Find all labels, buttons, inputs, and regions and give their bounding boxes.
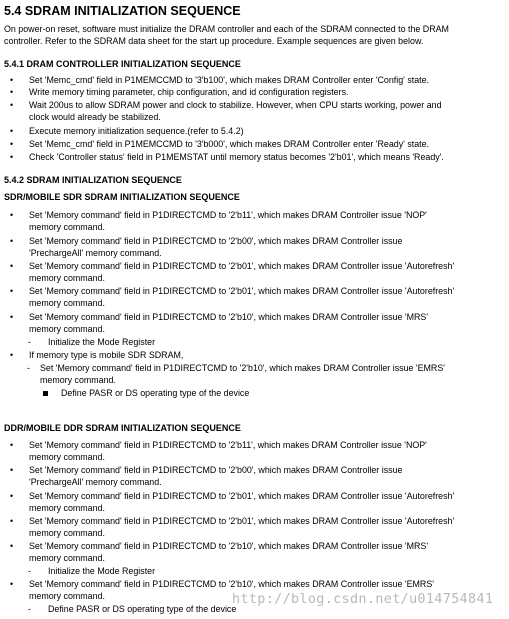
bullet-text-cont: memory command. [29, 452, 105, 462]
bullet-text: Set 'Memory command' field in P1DIRECTCMD to '2'b01', which makes DRAM Controller issue 'Autorefresh' [29, 516, 455, 526]
bullet-text-cont: clock would already be stabilized. [29, 112, 161, 122]
bullet-text: Set 'Memory command' field in P1DIRECTCMD to '2'b10', which makes DRAM Controller issue 'EMRS' [29, 579, 434, 589]
bullet-text-cont: memory command. [29, 273, 105, 283]
bullet-text-cont: memory command. [29, 591, 105, 601]
bullet-text: Set 'Memc_cmd' field in P1MEMCCMD to '3'b000', which makes DRAM Controller enter 'Ready' state. [29, 139, 430, 149]
sub-item-text: Set 'Memory command' field in P1DIRECTCMD to '2'b10', which makes DRAM Controller issue 'EMRS' [40, 363, 445, 373]
bullet-icon: • [10, 579, 14, 589]
bullet-text: Set 'Memory command' field in P1DIRECTCMD to '2'b01', which makes DRAM Controller issue 'Autorefresh' [29, 261, 455, 271]
bullet-icon: • [10, 312, 14, 322]
bullet-icon: • [10, 126, 14, 136]
ddr-heading: DDR/MOBILE DDR SDRAM INITIALIZATION SEQUENCE [4, 423, 241, 433]
bullet-icon: • [10, 286, 14, 296]
bullet-icon: • [10, 465, 14, 475]
bullet-text: Write memory timing parameter, chip configuration, and id configuration registers. [29, 87, 349, 97]
dash-icon: - [27, 363, 30, 373]
bullet-text: If memory type is mobile SDR SDRAM, [29, 350, 184, 360]
square-bullet-icon [43, 391, 48, 396]
bullet-text-cont: memory command. [29, 222, 105, 232]
sub-item-text: Initialize the Mode Register [48, 566, 156, 576]
sdr-heading: SDR/MOBILE SDR SDRAM INITIALIZATION SEQUENCE [4, 192, 240, 202]
dash-icon: - [28, 566, 31, 576]
bullet-icon: • [10, 261, 14, 271]
bullet-text: Set 'Memory command' field in P1DIRECTCMD to '2'b01', which makes DRAM Controller issue 'Autorefresh' [29, 491, 455, 501]
bullet-text: Wait 200us to allow SDRAM power and clock to stabilize. However, when CPU starts working, power and [29, 100, 442, 110]
bullet-icon: • [10, 516, 14, 526]
sdram-sequence-heading: 5.4.2 SDRAM INITIALIZATION SEQUENCE [4, 175, 182, 185]
bullet-text-cont: memory command. [29, 324, 105, 334]
bullet-icon: • [10, 139, 14, 149]
sub-sub-item-text: Define PASR or DS operating type of the device [61, 388, 250, 398]
bullet-text: Set 'Memory command' field in P1DIRECTCMD to '2'b10', which makes DRAM Controller issue 'MRS' [29, 541, 429, 551]
bullet-icon: • [10, 75, 14, 85]
bullet-text: Check 'Controller status' field in P1MEMSTAT until memory status becomes '2'b01', which means 'Ready'. [29, 152, 444, 162]
bullet-text-cont: memory command. [29, 528, 105, 538]
sub-item-text: Initialize the Mode Register [48, 337, 156, 347]
bullet-text: Set 'Memory command' field in P1DIRECTCMD to '2'b00', which makes DRAM Controller issue [29, 236, 403, 246]
bullet-text: Set 'Memory command' field in P1DIRECTCMD to '2'b01', which makes DRAM Controller issue 'Autorefresh' [29, 286, 455, 296]
bullet-text: Execute memory initialization sequence.(refer to 5.4.2) [29, 126, 244, 136]
bullet-text-cont: 'PrechargeAll' memory command. [29, 477, 162, 487]
bullet-icon: • [10, 440, 14, 450]
dash-icon: - [28, 604, 31, 614]
bullet-icon: • [10, 541, 14, 551]
bullet-icon: • [10, 350, 14, 360]
bullet-icon: • [10, 100, 14, 110]
bullet-text: Set 'Memory command' field in P1DIRECTCMD to '2'b00', which makes DRAM Controller issue [29, 465, 403, 475]
bullet-text-cont: memory command. [29, 553, 105, 563]
intro-line-1: On power-on reset, software must initialize the DRAM controller and each of the SDRAM connected to the DRAM [4, 24, 449, 34]
section-title: 5.4 SDRAM INITIALIZATION SEQUENCE [4, 4, 241, 18]
sub-item-text: Define PASR or DS operating type of the device [48, 604, 237, 614]
watermark: http://blog.csdn.net/u014754841 [232, 591, 494, 607]
bullet-text: Set 'Memory command' field in P1DIRECTCMD to '2'b11', which makes DRAM Controller issue 'NOP' [29, 210, 427, 220]
bullet-text: Set 'Memory command' field in P1DIRECTCMD to '2'b10', which makes DRAM Controller issue 'MRS' [29, 312, 429, 322]
sub-item-text-cont: memory command. [40, 375, 116, 385]
bullet-text: Set 'Memc_cmd' field in P1MEMCCMD to '3'b100', which makes DRAM Controller enter 'Config' state. [29, 75, 430, 85]
bullet-icon: • [10, 236, 14, 246]
bullet-text-cont: memory command. [29, 503, 105, 513]
dash-icon: - [28, 337, 31, 347]
bullet-icon: • [10, 87, 14, 97]
bullet-text-cont: memory command. [29, 298, 105, 308]
bullet-icon: • [10, 491, 14, 501]
intro-line-2: controller. Refer to the SDRAM data sheet for the start up procedure. Example sequences are given below. [4, 36, 424, 46]
bullet-text-cont: 'PrechargeAll' memory command. [29, 248, 162, 258]
bullet-text: Set 'Memory command' field in P1DIRECTCMD to '2'b11', which makes DRAM Controller issue 'NOP' [29, 440, 427, 450]
dram-controller-heading: 5.4.1 DRAM CONTROLLER INITIALIZATION SEQUENCE [4, 59, 241, 69]
bullet-icon: • [10, 210, 14, 220]
bullet-icon: • [10, 152, 14, 162]
